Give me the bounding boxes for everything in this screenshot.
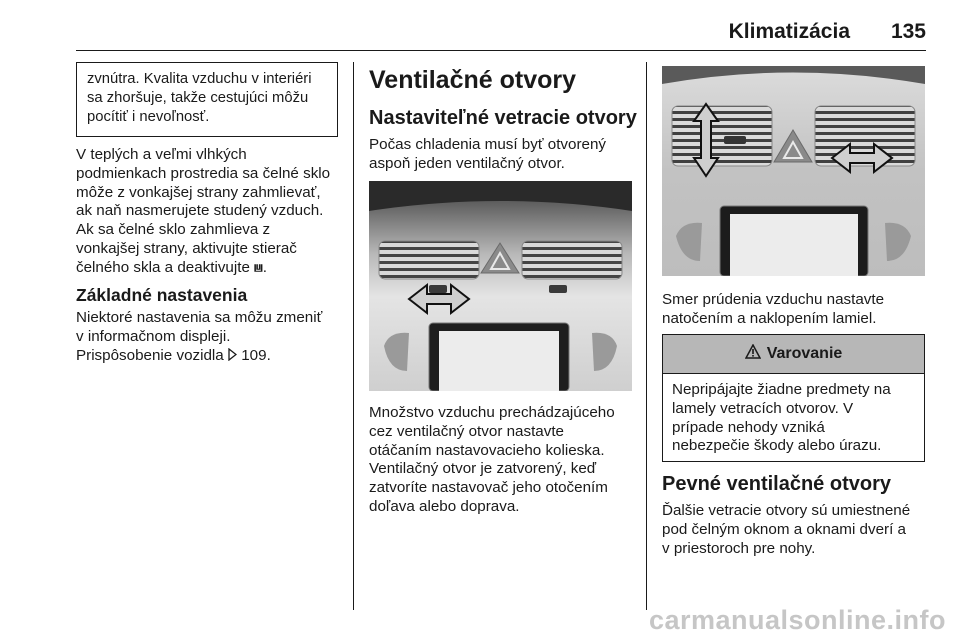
warning-text: Nepripájajte žiadne predmety na lamely vetracích otvorov. V prípade nehody vzniká nebezpečie škody alebo úrazu.: [672, 381, 891, 455]
page-reference-link[interactable]: 109: [241, 346, 267, 364]
vents-photo-thumbwheel: [369, 181, 632, 391]
warning-label: Varovanie: [766, 345, 843, 362]
adjustable-vents-heading: Nastaviteľné vetracie otvory: [369, 107, 637, 129]
page-reference-arrow-icon: [228, 348, 237, 367]
warning-header: [663, 335, 924, 374]
basic-settings-heading: Základné nastavenia: [76, 285, 248, 305]
fixed-vents-paragraph: Ďalšie vetracie otvory sú umiestnené pod čelným oknom a oknami dverí a v priestoroch pre nohy.: [662, 502, 911, 557]
section-heading: Ventilačné otvory: [369, 66, 577, 94]
column-divider-2: [646, 62, 647, 610]
header-rule: [76, 50, 926, 51]
fixed-vents-heading: Pevné ventilačné otvory: [662, 473, 891, 495]
adjustable-vents-intro: Počas chladenia musí byť otvorený aspoň jeden ventilačný otvor.: [369, 136, 607, 172]
page-number: 135: [890, 20, 926, 43]
watermark: carmanualsonline.info: [648, 605, 946, 635]
warning-box: [662, 334, 925, 462]
column-divider-1: [353, 62, 354, 610]
vents-photo-louvres: [662, 66, 925, 276]
fogging-paragraph: V teplých a veľmi vlhkých podmienkach prostredia sa čelné sklo môže z vonkajšej strany zahmlievať, ak naň nasmerujete studený vzduch. Ak sa čelné sklo zahmlieva z vonkajšej strany, aktivujte stierač čelného skla a deaktivujte ⩏.: [76, 146, 331, 276]
running-header-title: Klimatizácia: [728, 20, 850, 43]
wiper-symbol-icon: ⩏: [254, 258, 263, 276]
basic-settings-paragraph: Niektoré nastavenia sa môžu zmeniť v informačnom displeji. Prispôsobenie vozidla 109.: [76, 309, 346, 366]
note-box-text: zvnútra. Kvalita vzduchu v interiéri sa zhoršuje, takže cestujúci môžu pocítiť i nevoľnosť.: [87, 71, 312, 125]
airflow-amount-paragraph: Množstvo vzduchu prechádzajúceho cez ventilačný otvor nastavte otáčaním nastavovacieho kolieska. Ventilačný otvor je zatvorený, keď zatvoríte nastavovač jeho otočením doľava alebo doprava.: [369, 404, 615, 515]
warning-triangle-icon: [745, 344, 761, 364]
note-box: [76, 62, 338, 137]
airflow-direction-paragraph: Smer prúdenia vzduchu nastavte natočením a naklopením lamiel.: [662, 291, 885, 327]
